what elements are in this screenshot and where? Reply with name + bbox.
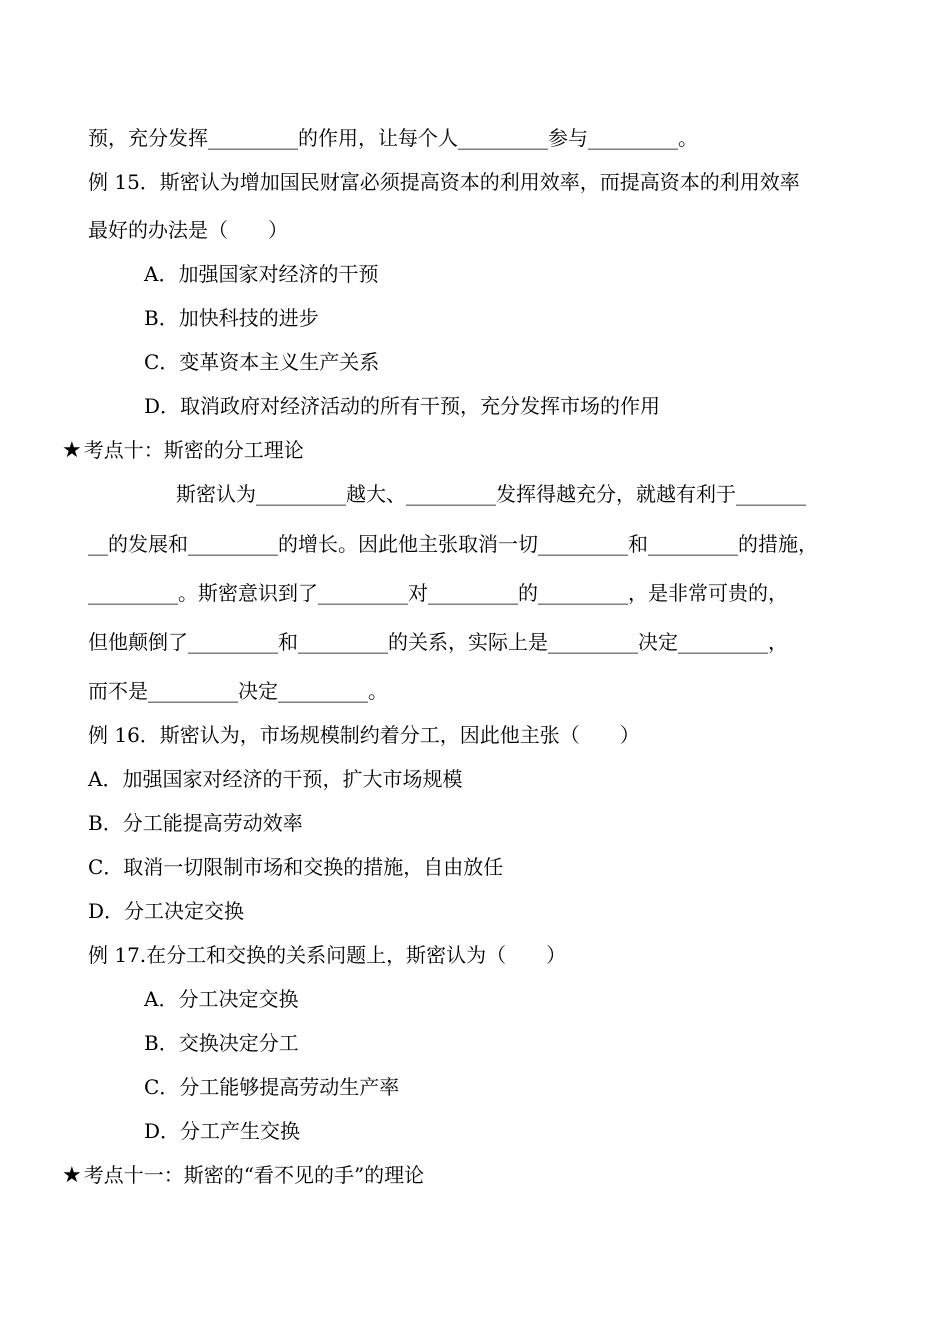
question-17-stem: 例 17.在分工和交换的关系问题上，斯密认为（ ） — [88, 943, 567, 967]
question-16-stem: 例 16．斯密认为，市场规模制约着分工，因此他主张（ ） — [88, 723, 640, 747]
question-15-option-a: A．加强国家对经济的干预 — [144, 262, 379, 286]
question-17-option-d: D．分工产生交换 — [144, 1119, 301, 1143]
fill-blank-paragraph-line-4: 但他颠倒了_________和_________的关系，实际上是_________决定_________， — [88, 630, 788, 654]
question-16-option-b: B．分工能提高劳动效率 — [88, 811, 303, 835]
question-16-option-c: C．取消一切限制市场和交换的措施，自由放任 — [88, 855, 504, 879]
question-15-stem-cont: 最好的办法是（ ） — [88, 218, 288, 242]
question-17-option-a: A．分工决定交换 — [144, 987, 299, 1011]
question-16-option-a: A．加强国家对经济的干预，扩大市场规模 — [88, 767, 463, 791]
fill-blank-paragraph-line-1: 斯密认为_________越大、_________发挥得越充分，就越有利于_______ — [176, 482, 806, 506]
fill-blank-paragraph-line-2: __的发展和_________的增长。因此他主张取消一切_________和_________的措施， — [88, 532, 818, 556]
section-heading-11-text: 考点十一：斯密的“看不见的手”的理论 — [83, 1163, 425, 1187]
section-heading-11 — [62, 1161, 424, 1190]
question-15-stem: 例 15．斯密认为增加国民财富必须提高资本的利用效率，而提高资本的利用效率 — [88, 170, 800, 194]
question-17-option-b: B．交换决定分工 — [144, 1031, 299, 1055]
section-heading-10-text: 考点十：斯密的分工理论 — [83, 438, 304, 462]
fill-blank-paragraph-line-5: 而不是_________决定_________。 — [88, 679, 388, 703]
star-icon: ★ — [62, 1163, 82, 1188]
star-icon: ★ — [62, 438, 82, 463]
question-15-option-d: D．取消政府对经济活动的所有干预，充分发挥市场的作用 — [144, 394, 661, 418]
fill-blank-line: 预，充分发挥_________的作用，让每个人_________参与_________。 — [88, 126, 698, 150]
question-17-option-c: C．分工能够提高劳动生产率 — [144, 1075, 400, 1099]
question-15-option-c: C．变革资本主义生产关系 — [144, 350, 380, 374]
section-heading-10 — [62, 436, 304, 465]
fill-blank-paragraph-line-3: _________。斯密意识到了_________对_________的_________，是非常可贵的， — [88, 581, 788, 605]
question-16-option-d: D．分工决定交换 — [88, 899, 245, 923]
question-15-option-b: B．加快科技的进步 — [144, 306, 319, 330]
